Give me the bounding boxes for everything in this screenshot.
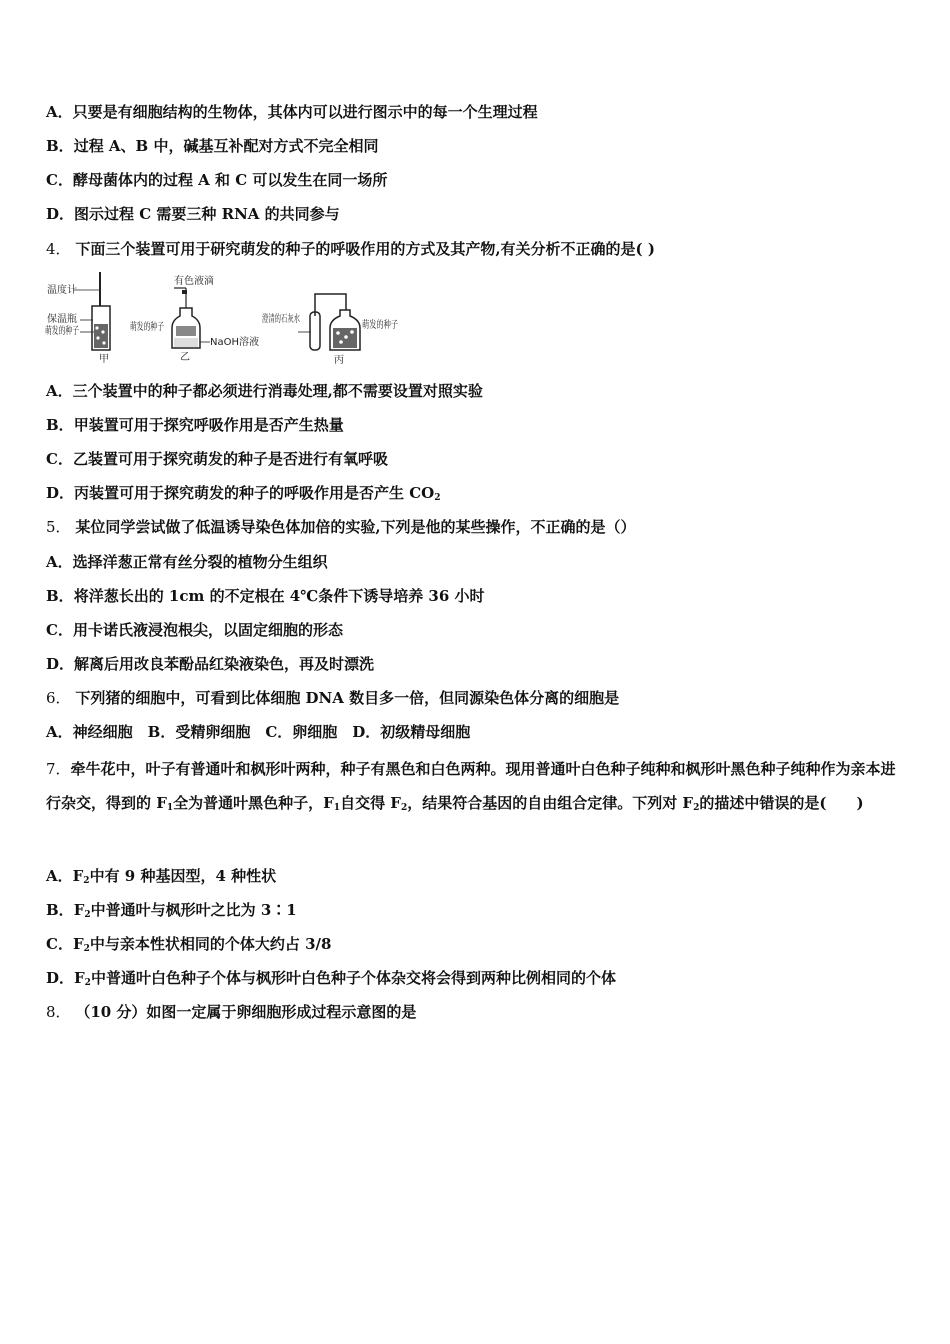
q5-option-d: D．解离后用改良苯酚品红染液染色，再及时漂洗 bbox=[46, 655, 375, 673]
yi-name-label: 乙 bbox=[180, 352, 190, 363]
jia-thermometer-label: 温度计 bbox=[47, 285, 77, 296]
q3-option-c: C．酵母菌体内的过程 A 和 C 可以发生在同一场所 bbox=[46, 171, 388, 189]
q7-option-d: D．$F_2$中普通叶白色种子个体与枫形叶白色种子个体杂交将会得到两种比例相同的个体 bbox=[46, 969, 616, 988]
q6-options: A．神经细胞 B．受精卵细胞 C．卵细胞 D．初级精母细胞 bbox=[46, 723, 471, 741]
bing-name-label: 丙 bbox=[334, 355, 344, 366]
jia-name-label: 甲 bbox=[99, 354, 109, 365]
bing-seeds-label: 萌发的种子 bbox=[362, 320, 412, 331]
q4-option-d: D．丙装置可用于探究萌发的种子的呼吸作用是否产生 $CO_2$ bbox=[46, 484, 441, 503]
q5-option-b: B．将洋葱长出的 1cm 的不定根在 4℃条件下诱导培养 36 小时 bbox=[46, 587, 485, 605]
q5-option-a: A．选择洋葱正常有丝分裂的植物分生组织 bbox=[46, 553, 328, 571]
yi-naoh-label: NaOH溶液 bbox=[210, 337, 259, 348]
q5-option-c: C．用卡诺氏液浸泡根尖，以固定细胞的形态 bbox=[46, 621, 343, 639]
bing-limewater-label: 澄清的石灰水 bbox=[262, 314, 322, 325]
jia-seeds-label: 萌发的种子 bbox=[45, 326, 95, 337]
yi-drop-label: 有色液滴 bbox=[174, 276, 214, 287]
yi-seeds-label: 萌发的种子 bbox=[130, 322, 180, 333]
q7-stem: 7．牵牛花中，叶子有普通叶和枫形叶两种，种子有黑色和白色两种。现用普通叶白色种子纯种和枫形叶黑色种子纯种作为亲本进行杂交，得到的 $F_1$全为普通叶黑色种子，$F_1$自交得 $F_2$，结果符合基因的自由组合定律。下列对 $F_2$的描述中错误的是( ) bbox=[46, 760, 896, 813]
q3-option-d: D．图示过程 C 需要三种 RNA 的共同参与 bbox=[46, 205, 340, 223]
q6-stem: 6． 下列猪的细胞中，可看到比体细胞 DNA 数目多一倍，但同源染色体分离的细胞是 bbox=[46, 689, 620, 707]
apparatus-yi bbox=[130, 274, 259, 363]
q4-option-b: B．甲装置可用于探究呼吸作用是否产生热量 bbox=[46, 416, 344, 434]
q7-option-b: B．$F_2$中普通叶与枫形叶之比为 3∶1 bbox=[46, 901, 297, 920]
q4-stem: 4． 下面三个装置可用于研究萌发的种子的呼吸作用的方式及其产物,有关分析不正确的是( ) bbox=[46, 240, 655, 258]
q4-option-c: C．乙装置可用于探究萌发的种子是否进行有氧呼吸 bbox=[46, 450, 388, 468]
q7-option-c: C．$F_2$中与亲本性状相同的个体大约占 3/8 bbox=[46, 935, 332, 954]
q8-stem: 8． （10 分）如图一定属于卵细胞形成过程示意图的是 bbox=[46, 1003, 417, 1021]
jia-flask-label: 保温瓶 bbox=[47, 314, 77, 325]
apparatus-bing bbox=[262, 294, 412, 366]
q7-option-a: A．$F_2$中有 9 种基因型，4 种性状 bbox=[46, 867, 277, 886]
q4-apparatus-figure bbox=[44, 270, 412, 366]
q3-option-a: A．只要是有细胞结构的生物体，其体内可以进行图示中的每一个生理过程 bbox=[46, 103, 538, 121]
q3-option-b: B．过程 A、B 中，碱基互补配对方式不完全相同 bbox=[46, 137, 379, 155]
q4-option-a: A．三个装置中的种子都必须进行消毒处理,都不需要设置对照实验 bbox=[46, 382, 483, 400]
apparatus-jia bbox=[45, 272, 110, 365]
q5-stem: 5． 某位同学尝试做了低温诱导染色体加倍的实验,下列是他的某些操作，不正确的是（） bbox=[46, 518, 636, 536]
